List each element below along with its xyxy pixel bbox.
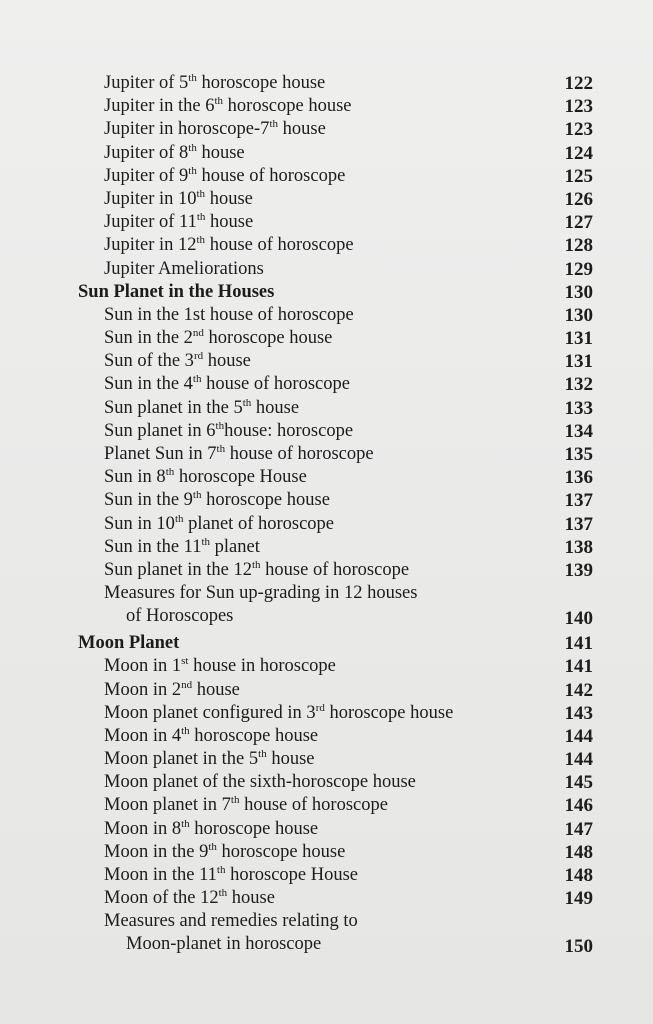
toc-entry (0, 443, 653, 466)
toc-entry (0, 887, 653, 910)
toc-entry (0, 864, 653, 887)
toc-title-text: Moon planet in 7 (104, 795, 231, 816)
toc-entry (0, 794, 653, 817)
toc-title-text: horoscope house (216, 841, 346, 862)
toc-title-text: Sun in 10 (104, 513, 175, 534)
toc-entry-title (104, 489, 330, 512)
toc-title-text: Sun in 8 (104, 467, 166, 488)
toc-title-text: horoscope house (201, 490, 330, 511)
page-number: 134 (564, 420, 593, 442)
toc-title-text: Sun in the 9 (104, 490, 193, 511)
toc-entry (0, 489, 653, 512)
page-number: 123 (564, 96, 593, 118)
ordinal-suffix: th (251, 558, 261, 571)
toc-title-text: Sun planet in the 12 (104, 559, 252, 580)
toc-title-text: Sun in the 11 (104, 536, 202, 557)
toc-title-text: house (266, 749, 315, 770)
page-number: 144 (564, 725, 593, 747)
page-number: 126 (564, 188, 593, 210)
toc-title-text: Measures for Sun up-grading in 12 houses (104, 583, 418, 604)
page-number: 135 (564, 444, 593, 465)
toc-title-text: horoscope house (189, 725, 319, 746)
toc-title-text: house (227, 888, 275, 909)
toc-title-text: house (205, 212, 254, 233)
ordinal-suffix: th (188, 164, 197, 177)
toc-entry (0, 258, 653, 281)
toc-title-text: Jupiter in 12 (104, 235, 197, 256)
toc-title-text: Sun in the 2 (104, 328, 193, 349)
toc-title-text: house of horoscope (225, 444, 374, 464)
toc-title-text: house of horoscope (196, 165, 346, 186)
toc-title-text: Jupiter of 11 (104, 212, 197, 233)
toc-title-text: Moon in 2 (104, 679, 182, 700)
page-number: 146 (564, 795, 593, 817)
page-number: 139 (564, 559, 593, 581)
toc-entry (0, 655, 653, 678)
ordinal-suffix: nd (181, 678, 193, 691)
ordinal-suffix: th (216, 864, 226, 876)
toc-title-text: Jupiter in the 6 (104, 96, 215, 117)
toc-entry-title (78, 281, 274, 304)
table-of-contents (0, 72, 653, 960)
toc-entry (0, 188, 653, 211)
ordinal-suffix: th (196, 234, 206, 247)
page-number: 150 (564, 936, 593, 958)
ordinal-suffix: th (165, 466, 175, 479)
ordinal-suffix: th (188, 72, 197, 84)
toc-entry-title (104, 466, 307, 489)
ordinal-suffix: th (192, 489, 202, 502)
toc-entry-title (78, 632, 179, 655)
toc-title-text: Sun in the 1st house of horoscope (104, 304, 354, 325)
toc-title-text: Jupiter of 9 (104, 165, 189, 186)
ordinal-suffix: th (181, 724, 190, 737)
page-number: 128 (564, 235, 593, 257)
toc-entry (0, 841, 653, 864)
toc-title-text: Sun planet in the 5 (104, 397, 243, 418)
toc-title-continuation: of Horoscopes (126, 606, 234, 627)
toc-entry (0, 165, 653, 188)
toc-entry-title (104, 188, 253, 211)
toc-section-heading (0, 632, 653, 655)
toc-title-text: Planet Sun in 7 (104, 444, 217, 464)
toc-title-text: house (196, 142, 245, 163)
page-number: 138 (564, 536, 593, 558)
toc-entry (0, 559, 653, 582)
toc-title-text: house (205, 188, 253, 209)
toc-title-text: house (251, 397, 300, 418)
toc-entry (0, 536, 653, 559)
toc-entry (0, 818, 653, 841)
toc-title-text: Moon in 4 (104, 725, 182, 746)
toc-title-text: Moon planet configured in 3 (104, 702, 316, 723)
page-number: 144 (564, 749, 593, 771)
toc-entry-title (104, 258, 264, 281)
page-number: 127 (564, 212, 593, 234)
toc-entry (0, 420, 653, 443)
page-number: 129 (564, 258, 593, 280)
toc-entry-title (104, 443, 374, 466)
page-number: 136 (564, 467, 593, 489)
page-number: 141 (564, 656, 593, 678)
toc-section-heading (0, 281, 653, 304)
page-number: 131 (564, 351, 593, 373)
toc-entry-title (104, 72, 325, 95)
toc-entry-title (104, 910, 358, 956)
toc-entry-title (104, 234, 354, 257)
toc-title-text: Sun in the 4 (104, 374, 193, 395)
page-number: 125 (564, 165, 593, 187)
page-number: 137 (564, 513, 593, 535)
toc-entry (0, 304, 653, 327)
page-number: 147 (564, 818, 593, 840)
toc-title-text: Measures and remedies relating to (104, 911, 358, 932)
toc-title-text: house: horoscope (224, 420, 354, 441)
page-number: 130 (564, 281, 593, 303)
ordinal-suffix: th (192, 373, 202, 386)
toc-title-text: house of horoscope (201, 374, 350, 395)
toc-title-text: planet of horoscope (183, 513, 335, 534)
toc-title-text: Moon planet in the 5 (104, 749, 259, 770)
ordinal-suffix: th (201, 535, 211, 548)
toc-entry (0, 350, 653, 373)
toc-title-text: Moon in 8 (104, 818, 182, 839)
toc-entry-title (104, 165, 345, 188)
ordinal-suffix: th (214, 95, 224, 108)
toc-entry-title (104, 513, 334, 536)
ordinal-suffix: th (242, 396, 252, 409)
toc-title-text: Moon planet of the sixth-horoscope house (104, 772, 416, 793)
ordinal-suffix: th (258, 748, 267, 761)
toc-entry-title (104, 559, 409, 582)
toc-entry-title (104, 118, 326, 141)
toc-entry (0, 582, 653, 632)
ordinal-suffix: th (181, 817, 190, 830)
toc-entry (0, 679, 653, 702)
ordinal-suffix: th (174, 512, 184, 525)
toc-title-text: Sun planet in 6 (104, 420, 216, 441)
toc-entry-title (104, 327, 332, 350)
toc-entry (0, 234, 653, 257)
page-number: 122 (564, 73, 593, 94)
toc-entry (0, 397, 653, 420)
ordinal-suffix: th (216, 443, 226, 455)
toc-title-text: Jupiter in horoscope-7 (104, 119, 270, 140)
toc-title-text: house of horoscope (205, 235, 354, 256)
toc-entry (0, 702, 653, 725)
toc-title-text: house of horoscope (239, 795, 388, 816)
toc-title-text: Jupiter of 5 (104, 73, 189, 93)
toc-entry (0, 95, 653, 118)
toc-title-text: house (192, 679, 240, 700)
toc-entry-title (104, 655, 336, 678)
page-number: 130 (564, 304, 593, 326)
ordinal-suffix: th (208, 840, 217, 853)
toc-entry-title (104, 864, 358, 887)
page-number: 149 (564, 888, 593, 910)
page-number: 123 (564, 119, 593, 141)
toc-entry (0, 771, 653, 794)
toc-entry-title (104, 536, 260, 559)
ordinal-suffix: nd (192, 327, 204, 340)
page-number: 140 (564, 608, 593, 630)
toc-entry-title (104, 95, 351, 118)
toc-entry-title (104, 748, 315, 771)
page-number: 148 (564, 865, 593, 886)
page-number: 131 (564, 328, 593, 350)
toc-title-text: horoscope house (189, 818, 319, 839)
page-number: 148 (564, 841, 593, 863)
page-number: 141 (564, 633, 593, 655)
toc-entry-title (104, 304, 354, 327)
ordinal-suffix: th (269, 118, 278, 131)
toc-entry-title (104, 142, 245, 165)
toc-title-text: Jupiter in 10 (104, 188, 197, 209)
ordinal-suffix: th (196, 211, 206, 224)
toc-title-text: house (278, 119, 326, 140)
toc-entry (0, 910, 653, 960)
page-number: 142 (564, 679, 593, 701)
page-number: 143 (564, 702, 593, 724)
toc-title-continuation: Moon-planet in horoscope (126, 934, 322, 955)
toc-title-text: Jupiter of 8 (104, 142, 189, 163)
ordinal-suffix: st (181, 655, 189, 668)
toc-entry-title (104, 794, 388, 817)
toc-title-text: horoscope House (225, 865, 359, 885)
toc-entry (0, 72, 653, 95)
toc-title-text: house in horoscope (188, 656, 336, 677)
toc-entry (0, 211, 653, 234)
toc-entry-title (104, 771, 416, 794)
toc-entry-title (104, 725, 318, 748)
ordinal-suffix: th (188, 141, 197, 154)
toc-entry (0, 118, 653, 141)
ordinal-suffix: rd (193, 350, 204, 363)
page-number: 132 (564, 374, 593, 396)
page-number: 137 (564, 490, 593, 512)
toc-title-text: horoscope House (174, 467, 307, 488)
toc-entry-title (104, 818, 318, 841)
toc-title-text: horoscope house (203, 328, 333, 349)
toc-entry (0, 327, 653, 350)
toc-title-text: horoscope house (223, 96, 352, 117)
toc-title-text: house (203, 351, 251, 372)
toc-entry (0, 373, 653, 396)
toc-title-text: Moon in the 11 (104, 865, 217, 885)
toc-entry (0, 748, 653, 771)
ordinal-suffix: rd (315, 701, 325, 714)
toc-entry (0, 725, 653, 748)
ordinal-suffix: th (215, 419, 225, 432)
toc-entry-title (104, 373, 350, 396)
toc-title-text: horoscope house (196, 73, 326, 93)
page-number: 145 (564, 772, 593, 794)
toc-entry-title (104, 841, 345, 864)
page-number: 124 (564, 142, 593, 164)
toc-entry-title (104, 397, 299, 420)
ordinal-suffix: th (230, 794, 240, 807)
toc-entry (0, 142, 653, 165)
toc-title-text: Moon Planet (78, 633, 180, 654)
toc-entry-title (104, 350, 251, 373)
toc-title-text: Moon in 1 (104, 656, 182, 677)
toc-entry-title (104, 420, 353, 443)
toc-entry (0, 466, 653, 489)
toc-entry (0, 513, 653, 536)
toc-entry-title (104, 211, 253, 234)
toc-entry-title (104, 679, 240, 702)
toc-title-text: Sun of the 3 (104, 351, 194, 372)
toc-title-text: Moon in the 9 (104, 841, 209, 862)
toc-title-text: house of horoscope (260, 559, 410, 580)
toc-title-text: Jupiter Ameliorations (104, 258, 264, 279)
toc-title-text: horoscope house (324, 702, 454, 723)
ordinal-suffix: th (196, 187, 206, 200)
ordinal-suffix: th (218, 887, 228, 900)
toc-entry-title (104, 702, 453, 725)
page-number: 133 (564, 397, 593, 419)
toc-entry-title (104, 582, 417, 628)
toc-title-text: Moon of the 12 (104, 888, 219, 909)
toc-title-text: planet (210, 536, 260, 557)
toc-entry-title (104, 887, 275, 910)
toc-title-text: Sun Planet in the Houses (78, 281, 275, 302)
